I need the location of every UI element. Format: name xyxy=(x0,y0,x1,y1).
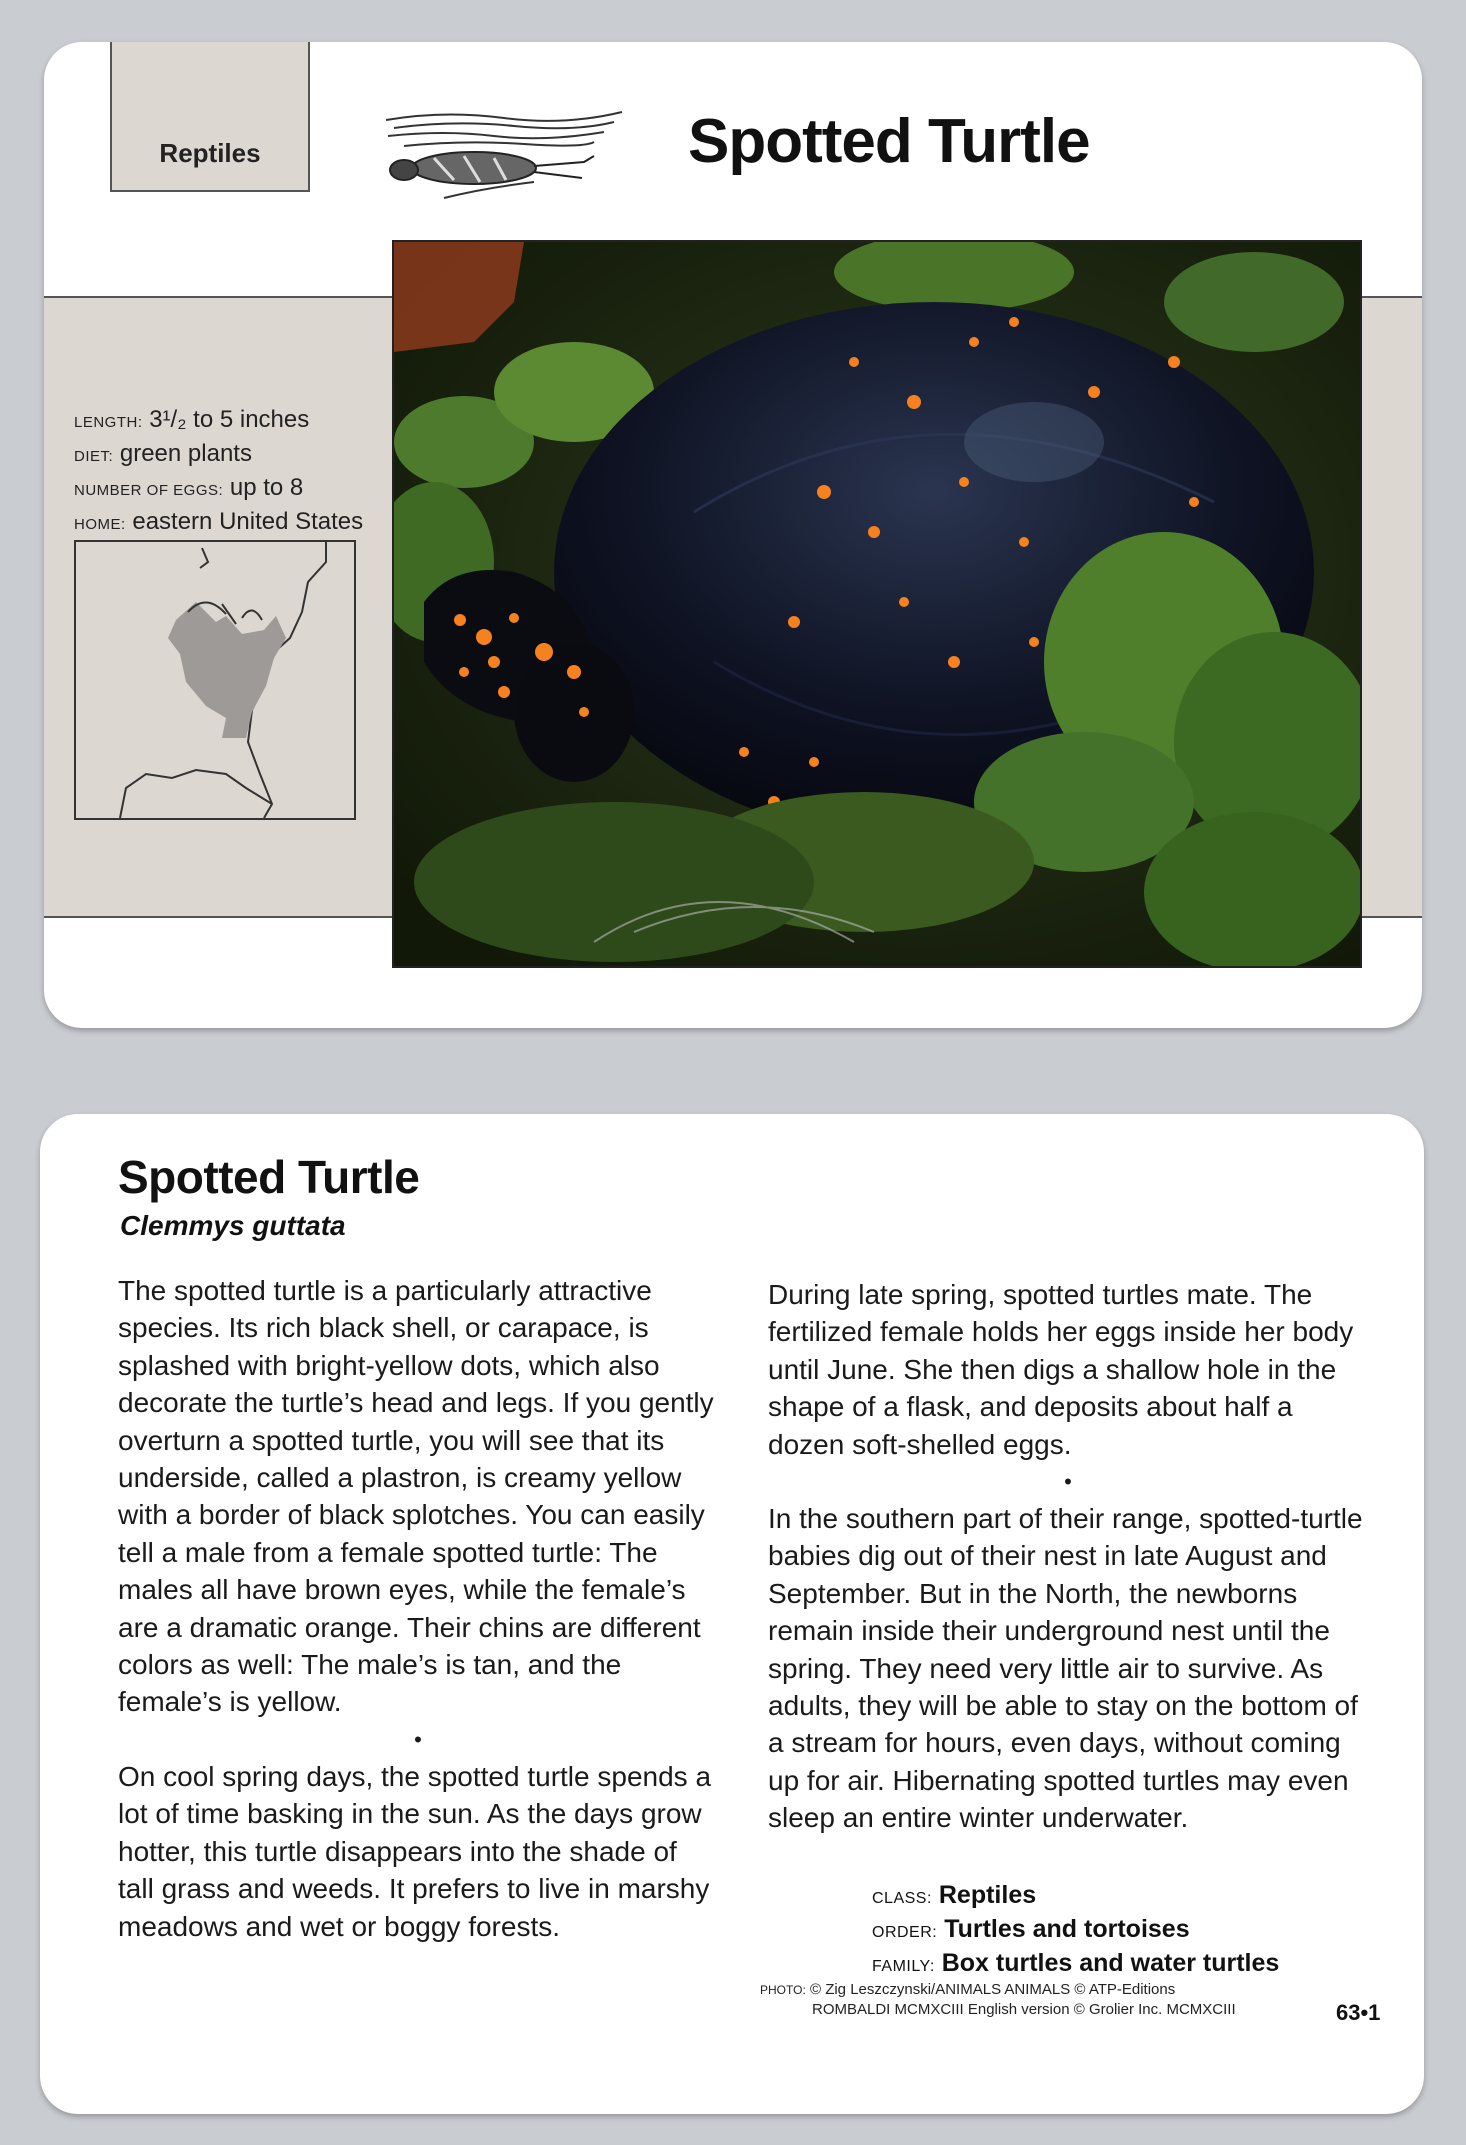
swimming-turtle-icon xyxy=(384,102,624,202)
fact-eggs: NUMBER OF EGGS: up to 8 xyxy=(74,474,304,501)
fact-length: LENGTH: 3¹/₂ to 5 inches xyxy=(74,406,310,433)
facts-list xyxy=(74,404,414,540)
spotted-turtle-photo-art xyxy=(394,242,1360,966)
back-title: Spotted Turtle xyxy=(118,1151,420,1203)
photo-credit: PHOTO: © Zig Leszczynski/ANIMALS ANIMALS © ATP-Editions ROMBALDI MCMXCIII English version © Grolier Inc. MCMXCIII xyxy=(760,1981,1236,2018)
category-box xyxy=(110,42,310,192)
paragraph: On cool spring days, the spotted turtle spends a lot of time basking in the sun. As the days grow hotter, this turtle disappears into the shade of tall grass and weeds. It prefers to live in marshy meadows and wet or boggy forests. xyxy=(118,1760,712,1942)
front-card xyxy=(44,42,1422,1028)
back-card xyxy=(40,1114,1424,2114)
fact-home: HOME: eastern United States xyxy=(74,508,364,535)
card-number: 63•1 xyxy=(1336,2000,1381,2025)
paragraph: During late spring, spotted turtles mate. The fertilized female holds her eggs inside her body until June. She then digs a shallow hole in the shape of a flask, and deposits about half a dozen soft-shelled eggs. xyxy=(768,1279,1354,1460)
separator-bullet: • xyxy=(1064,1469,1072,1495)
card-title: Spotted Turtle xyxy=(688,107,1090,176)
taxonomy xyxy=(872,1880,1279,1982)
paragraph: In the southern part of their range, spotted-turtle babies dig out of their nest in late August and September. But in the North, the newborns remain inside their underground nest until the spring. They need very little air to survive. As adults, they will be able to stay on the bottom of a stream for hours, even days, without coming up for air. Hibernating spotted turtles may even sleep an entire winter underwater. xyxy=(768,1503,1363,1834)
text-column-left xyxy=(118,1272,718,1945)
taxonomy-class: CLASS: Reptiles xyxy=(872,1881,1037,1909)
text-column-right xyxy=(768,1276,1368,1837)
turtle-photo xyxy=(392,240,1362,968)
range-map xyxy=(74,540,356,820)
taxonomy-family: FAMILY: Box turtles and water turtles xyxy=(872,1949,1280,1977)
range-map-drawing xyxy=(76,542,354,818)
paragraph: The spotted turtle is a particularly attractive species. Its rich black shell, or carapace, is splashed with bright-yellow dots, which also decorate the turtle’s head and legs. If you gently overturn a spotted turtle, you will see that its underside, called a plastron, is creamy yellow with a border of black splotches. You can easily tell a male from a female spotted turtle: The males all have brown eyes, while the female’s are a dramatic orange. Their chins are different colors as well: The male’s is tan, and the female’s is yellow. xyxy=(118,1275,714,1718)
fact-diet: DIET: green plants xyxy=(74,440,252,467)
category-label: Reptiles xyxy=(159,138,261,168)
scientific-name: Clemmys guttata xyxy=(120,1210,346,1241)
taxonomy-order: ORDER: Turtles and tortoises xyxy=(872,1915,1190,1943)
separator-bullet: • xyxy=(414,1726,422,1752)
